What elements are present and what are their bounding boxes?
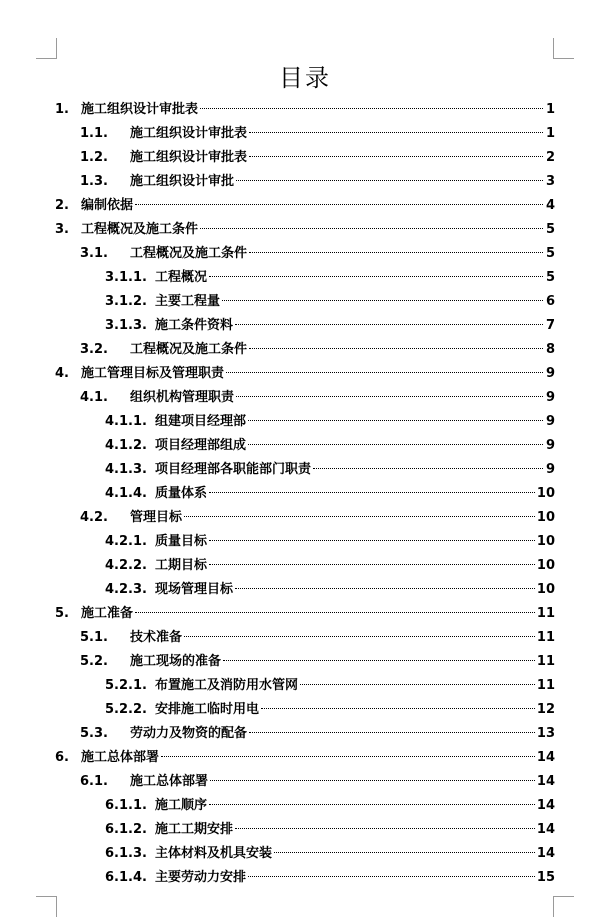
toc-entry[interactable]: [80, 506, 555, 530]
toc-entry-page-number: 4: [545, 198, 555, 213]
toc-entry-page-number: 14: [536, 822, 555, 837]
toc-entry-number: 1.: [55, 102, 69, 117]
dot-leader: [135, 204, 543, 205]
toc-entry-page-number: 10: [536, 534, 555, 549]
toc-entry-title: 劳动力及物资的配备: [130, 726, 248, 741]
toc-entry-title: 施工工期安排: [155, 822, 234, 837]
toc-entry[interactable]: [80, 242, 555, 266]
toc-entry-page-number: 2: [545, 150, 555, 165]
toc-entry[interactable]: [80, 338, 555, 362]
toc-entry-title: 管理目标: [130, 510, 183, 525]
toc-entry-page-number: 9: [545, 438, 555, 453]
toc-entry-number: 3.1.: [80, 246, 108, 261]
toc-entry-page-number: 11: [536, 678, 555, 693]
toc-entry[interactable]: [105, 482, 555, 506]
toc-entry-number: 6.1.: [80, 774, 108, 789]
dot-leader: [223, 660, 535, 661]
dot-leader: [248, 420, 543, 421]
toc-entry-number: 1.3.: [80, 174, 108, 189]
toc-entry-number: 4.: [55, 366, 69, 381]
toc-entry-number: 4.1.: [80, 390, 108, 405]
toc-entry-number: 1.2.: [80, 150, 108, 165]
toc-entry-title: 施工现场的准备: [130, 654, 222, 669]
toc-entry[interactable]: [55, 98, 555, 122]
toc-entry-title: 布置施工及消防用水管网: [155, 678, 299, 693]
toc-entry-number: 5.3.: [80, 726, 108, 741]
toc-entry-number: 4.1.3.: [105, 462, 147, 477]
toc-entry-page-number: 9: [545, 462, 555, 477]
toc-entry-number: 6.1.4.: [105, 870, 147, 885]
dot-leader: [236, 396, 543, 397]
toc-entry-page-number: 9: [545, 366, 555, 381]
crop-mark-top-right: [553, 38, 574, 59]
toc-entry-page-number: 6: [545, 294, 555, 309]
toc-entry[interactable]: [80, 122, 555, 146]
toc-entry-page-number: 14: [536, 846, 555, 861]
dot-leader: [248, 444, 543, 445]
toc-entry-page-number: 10: [536, 582, 555, 597]
toc-entry-number: 3.: [55, 222, 69, 237]
dot-leader: [235, 588, 535, 589]
toc-entry-page-number: 11: [536, 654, 555, 669]
dot-leader: [209, 564, 535, 565]
dot-leader: [274, 852, 535, 853]
page-title: 目录: [279, 64, 331, 92]
dot-leader: [200, 108, 543, 109]
toc-entry-title: 主要劳动力安排: [155, 870, 247, 885]
toc-entry-page-number: 7: [545, 318, 555, 333]
dot-leader: [249, 156, 543, 157]
toc-entry-title: 施工组织设计审批表: [130, 126, 248, 141]
dot-leader: [235, 324, 543, 325]
dot-leader: [161, 756, 535, 757]
dot-leader: [210, 780, 535, 781]
toc-entry-title: 施工总体部署: [81, 750, 160, 765]
toc-entry-number: 6.: [55, 750, 69, 765]
toc-entry-title: 质量体系: [155, 486, 208, 501]
toc-entry-title: 施工组织设计审批表: [81, 102, 199, 117]
dot-leader: [135, 612, 535, 613]
toc-entry[interactable]: [105, 314, 555, 338]
toc-entry-page-number: 10: [536, 558, 555, 573]
dot-leader: [222, 300, 543, 301]
toc-entry-page-number: 9: [545, 390, 555, 405]
dot-leader: [184, 636, 535, 637]
toc-entry-number: 3.1.2.: [105, 294, 147, 309]
toc-entry-number: 4.2.3.: [105, 582, 147, 597]
toc-entry[interactable]: [105, 698, 555, 722]
dot-leader: [236, 180, 543, 181]
dot-leader: [261, 708, 535, 709]
toc-entry-page-number: 1: [545, 126, 555, 141]
toc-entry-number: 2.: [55, 198, 69, 213]
toc-entry-title: 施工顺序: [155, 798, 208, 813]
toc-entry[interactable]: [105, 818, 555, 842]
toc-entry-title: 工程概况及施工条件: [130, 342, 248, 357]
toc-entry-title: 质量目标: [155, 534, 208, 549]
toc-entry[interactable]: [105, 866, 555, 890]
toc-entry[interactable]: [80, 170, 555, 194]
toc-entry[interactable]: [80, 650, 555, 674]
dot-leader: [249, 732, 535, 733]
dot-leader: [209, 540, 535, 541]
toc-entry[interactable]: [105, 290, 555, 314]
toc-entry[interactable]: [105, 578, 555, 602]
toc-entry[interactable]: [105, 554, 555, 578]
toc-entry-page-number: 1: [545, 102, 555, 117]
toc-entry-page-number: 5: [545, 246, 555, 261]
toc-entry-page-number: 13: [536, 726, 555, 741]
toc-entry[interactable]: [80, 626, 555, 650]
toc-entry[interactable]: [105, 410, 555, 434]
toc-entry-number: 5.2.1.: [105, 678, 147, 693]
toc-entry-number: 4.2.: [80, 510, 108, 525]
toc-entry-number: 3.1.1.: [105, 270, 147, 285]
toc-entry[interactable]: [80, 770, 555, 794]
dot-leader: [200, 228, 543, 229]
toc-entry-number: 5.2.: [80, 654, 108, 669]
dot-leader: [249, 132, 543, 133]
toc-entry-page-number: 5: [545, 222, 555, 237]
toc-entry-title: 工程概况及施工条件: [81, 222, 199, 237]
toc-entry[interactable]: [55, 602, 555, 626]
dot-leader: [226, 372, 543, 373]
toc-entry-number: 6.1.3.: [105, 846, 147, 861]
dot-leader: [248, 876, 535, 877]
toc-entry-number: 4.1.1.: [105, 414, 147, 429]
toc-entry-number: 5.: [55, 606, 69, 621]
toc-entry-title: 编制依据: [81, 198, 134, 213]
toc-entry-title: 施工组织设计审批表: [130, 150, 248, 165]
crop-mark-top-left: [36, 38, 57, 59]
dot-leader: [209, 804, 535, 805]
toc-entry-number: 4.2.2.: [105, 558, 147, 573]
toc-entry-number: 6.1.2.: [105, 822, 147, 837]
dot-leader: [209, 276, 543, 277]
toc-entry[interactable]: [105, 434, 555, 458]
toc-entry-number: 1.1.: [80, 126, 108, 141]
toc-entry-title: 施工条件资料: [155, 318, 234, 333]
toc-entry-page-number: 9: [545, 414, 555, 429]
toc-entry-number: 5.2.2.: [105, 702, 147, 717]
toc-entry-page-number: 3: [545, 174, 555, 189]
toc-entry-page-number: 10: [536, 510, 555, 525]
crop-mark-bottom-right: [553, 896, 574, 917]
toc-entry[interactable]: [105, 530, 555, 554]
toc-entry[interactable]: [105, 842, 555, 866]
toc-entry[interactable]: [55, 746, 555, 770]
toc-entry[interactable]: [105, 794, 555, 818]
toc-entry[interactable]: [105, 458, 555, 482]
toc-entry-page-number: 11: [536, 630, 555, 645]
toc-entry-title: 工期目标: [155, 558, 208, 573]
toc-entry-title: 现场管理目标: [155, 582, 234, 597]
toc-entry-page-number: 14: [536, 750, 555, 765]
toc-entry-number: 4.2.1.: [105, 534, 147, 549]
toc-entry-title: 工程概况: [155, 270, 208, 285]
toc-entry-title: 组建项目经理部: [155, 414, 247, 429]
toc-entry-number: 4.1.2.: [105, 438, 147, 453]
toc-entry-page-number: 14: [536, 774, 555, 789]
toc-entry-number: 4.1.4.: [105, 486, 147, 501]
toc-entry-page-number: 14: [536, 798, 555, 813]
toc-entry[interactable]: [105, 266, 555, 290]
toc-entry-number: 5.1.: [80, 630, 108, 645]
dot-leader: [209, 492, 535, 493]
toc-entry-page-number: 5: [545, 270, 555, 285]
dot-leader: [184, 516, 535, 517]
toc-entry-title: 主要工程量: [155, 294, 221, 309]
toc-entry-number: 3.2.: [80, 342, 108, 357]
toc-entry-page-number: 8: [545, 342, 555, 357]
toc-entry[interactable]: [55, 218, 555, 242]
crop-mark-bottom-left: [36, 896, 57, 917]
toc-entry-title: 施工管理目标及管理职责: [81, 366, 225, 381]
toc-entry-title: 项目经理部组成: [155, 438, 247, 453]
toc-entry[interactable]: [80, 722, 555, 746]
toc-entry[interactable]: [55, 362, 555, 386]
toc-entry[interactable]: [55, 194, 555, 218]
dot-leader: [249, 252, 543, 253]
toc-entry-title: 施工准备: [81, 606, 134, 621]
toc-entry-page-number: 11: [536, 606, 555, 621]
toc-entry-title: 主体材料及机具安装: [155, 846, 273, 861]
dot-leader: [300, 684, 535, 685]
toc-entry-page-number: 10: [536, 486, 555, 501]
toc-entry-title: 工程概况及施工条件: [130, 246, 248, 261]
toc-entry-title: 安排施工临时用电: [155, 702, 260, 717]
toc-entry-title: 技术准备: [130, 630, 183, 645]
toc-entry[interactable]: [80, 386, 555, 410]
dot-leader: [313, 468, 543, 469]
toc-entry-title: 组织机构管理职责: [130, 390, 235, 405]
toc-entry-page-number: 15: [536, 870, 555, 885]
toc-entry-page-number: 12: [536, 702, 555, 717]
dot-leader: [249, 348, 543, 349]
toc-entry-title: 项目经理部各职能部门职责: [155, 462, 312, 477]
toc-entry-title: 施工总体部署: [130, 774, 209, 789]
dot-leader: [235, 828, 535, 829]
toc-entry-number: 3.1.3.: [105, 318, 147, 333]
toc-entry-title: 施工组织设计审批: [130, 174, 235, 189]
toc-entry[interactable]: [105, 674, 555, 698]
toc-entry[interactable]: [80, 146, 555, 170]
toc-entry-number: 6.1.1.: [105, 798, 147, 813]
